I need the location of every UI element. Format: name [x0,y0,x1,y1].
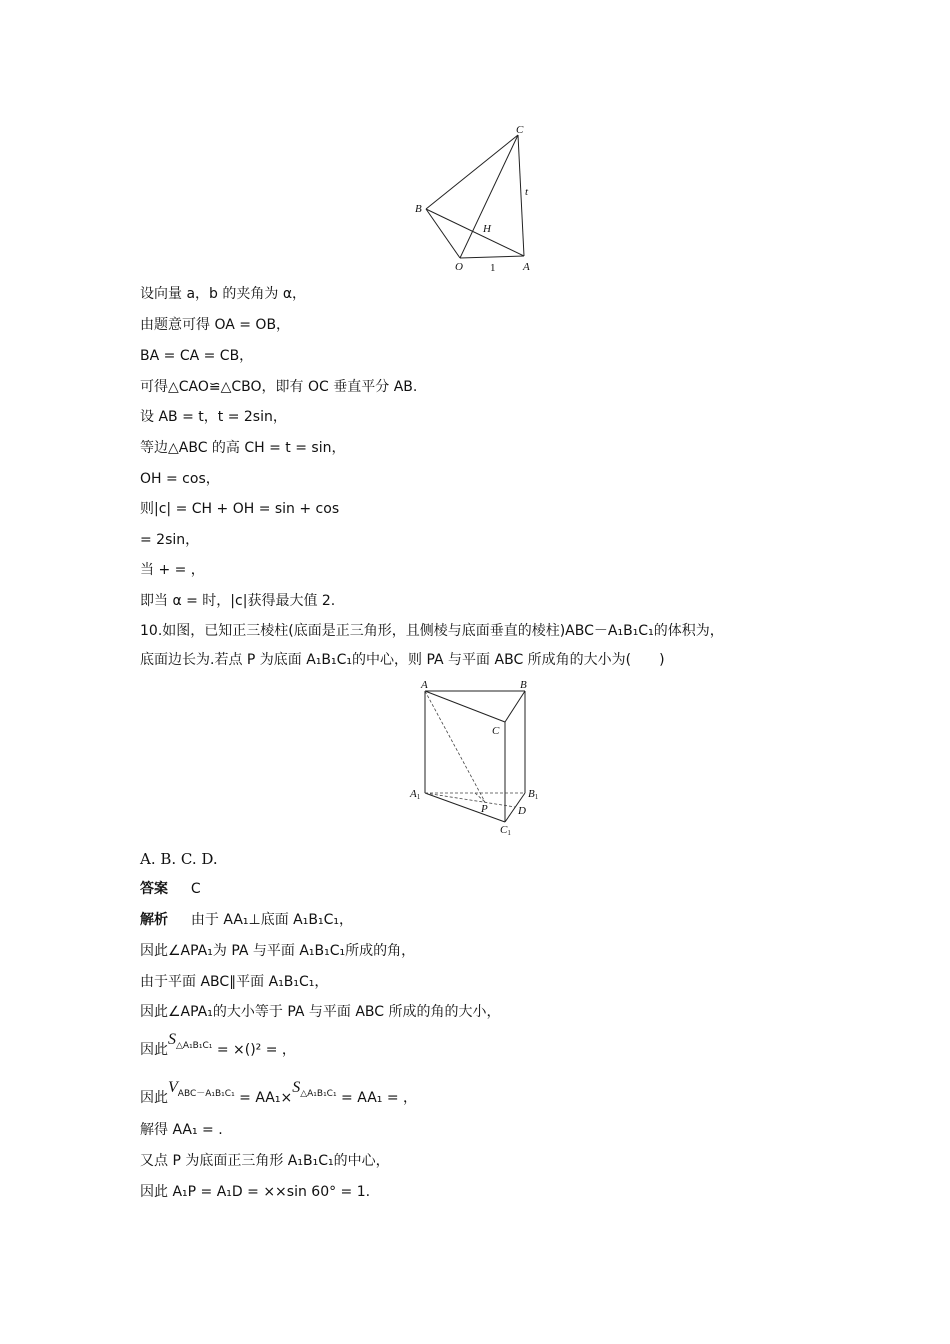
area-prefix: 因此 [140,1042,168,1058]
label-A: A [523,261,530,273]
analysis-label: 解析 [140,912,168,928]
area-rest: = ×()² = ， [212,1042,296,1058]
segment-OA [460,256,524,258]
label-t: t [525,186,529,198]
volume-mid: = AA₁× [234,1090,293,1106]
answer-value: C [190,881,201,897]
solution-line-6: 等边△ABC 的高 CH = t = sin， [140,440,346,456]
segment-AP [425,691,485,802]
solution-line-7: OH = cos， [140,471,220,487]
answer-row [140,879,201,899]
label-H: H [483,223,491,235]
solution-line-10: 当 + = ， [140,562,205,578]
analysis-line-solve: 解得 AA₁ = . [140,1122,223,1138]
edge-A1C1 [425,793,505,822]
segment-BO [426,209,460,258]
analysis-volume-line [140,1079,418,1110]
volume-symbol-S: S [292,1079,301,1096]
analysis-line-4: 因此∠APA₁的大小等于 PA 与平面 ABC 所成的角的大小， [140,1004,501,1020]
label-one: 1 [490,262,496,274]
label-B: B [520,679,527,691]
edge-AC [425,691,505,722]
volume-rest: = AA₁ = ， [336,1090,418,1106]
label-D: D [518,805,526,817]
analysis-line-1: 由于 AA₁⊥底面 A₁B₁C₁， [190,912,353,928]
solution-line-1: 设向量 a，b 的夹角为 α， [140,286,307,302]
solution-line-8: 则|c| = CH + OH = sin + cos [140,501,340,517]
area-symbol-S: S [168,1031,176,1048]
answer-options: A. B. C. D. [140,850,218,868]
solution-line-11: 即当 α = 时，|c|获得最大值 2. [140,593,336,609]
analysis-line-final: 因此 A₁P = A₁D = ××sin 60° = 1. [140,1184,371,1200]
segment-A1D [425,793,515,807]
label-A1: A1 [410,788,421,801]
volume-symbol-V: V [168,1079,178,1096]
solution-line-4: 可得△CAO≌△CBO，即有 OC 垂直平分 AB. [140,379,418,395]
analysis-row [140,910,353,930]
question-text-line-2: 底面边长为.若点 P 为底面 A₁B₁C₁的中心，则 PA 与平面 ABC 所成角的大小为( ) [140,652,665,668]
segment-BA [426,209,524,256]
answer-label: 答案 [140,881,168,897]
analysis-line-2: 因此∠APA₁为 PA 与平面 A₁B₁C₁所成的角， [140,943,416,959]
volume-prefix: 因此 [140,1090,168,1106]
label-C: C [516,124,524,136]
solution-line-3: BA = CA = CB， [140,348,254,364]
figure-1-diagram [405,118,545,278]
area-subscript: △A₁B₁C₁ [176,1041,213,1051]
volume-subscript: ABC－A₁B₁C₁ [177,1089,235,1099]
question-text-line-1: 10.如图，已知正三棱柱(底面是正三角形，且侧棱与底面垂直的棱柱)ABC－A₁B₁C₁的体积为， [140,623,724,639]
solution-line-5: 设 AB = t，t = 2sin， [140,409,287,425]
edge-BC [505,691,525,722]
analysis-area-line [140,1031,296,1062]
label-P: P [481,803,488,815]
analysis-line-center: 又点 P 为底面正三角形 A₁B₁C₁的中心， [140,1153,390,1169]
label-B1: B1 [528,788,539,801]
label-B: B [415,203,422,215]
analysis-line-3: 由于平面 ABC∥平面 A₁B₁C₁， [140,974,329,990]
segment-CA [518,135,524,256]
segment-CB [426,135,518,209]
label-O: O [455,261,463,273]
label-C: C [492,725,500,737]
figure-2-prism-diagram [400,676,560,841]
volume-subscript-2: △A₁B₁C₁ [300,1089,337,1099]
label-C1: C1 [500,824,511,837]
solution-line-2: 由题意可得 OA = OB， [140,317,291,333]
label-A: A [421,679,428,691]
solution-line-9: = 2sin， [140,532,200,548]
